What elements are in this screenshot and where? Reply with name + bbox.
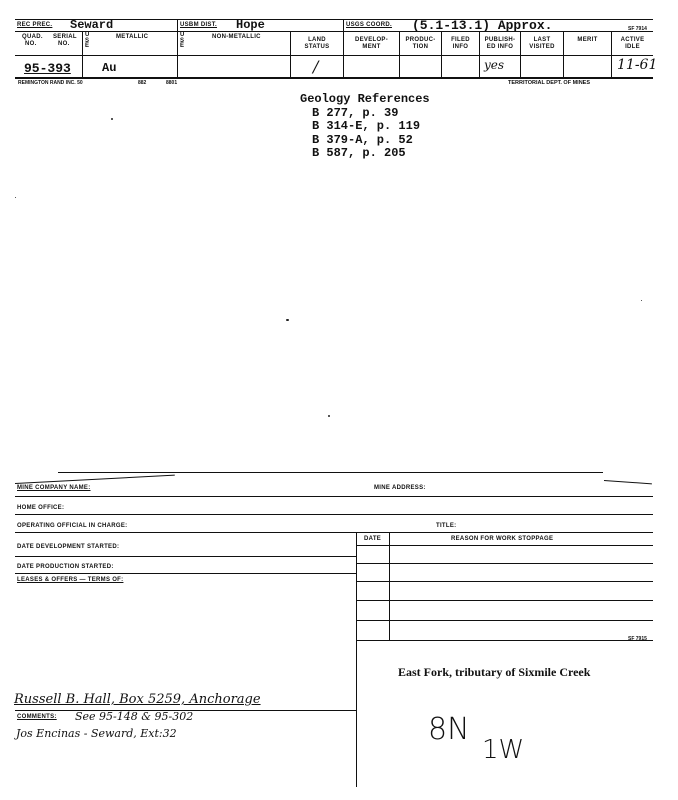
metallic-value: Au <box>102 61 117 75</box>
scan-speck <box>328 415 330 417</box>
non-metallic-label: NON-METALLIC <box>212 34 261 40</box>
references-title: Geology References <box>300 92 430 106</box>
scan-speck <box>111 118 113 120</box>
land-status-value: / <box>313 57 319 76</box>
reference-item: B 379-A, p. 52 <box>312 132 413 147</box>
date-production-label: DATE PRODUCTION STARTED: <box>17 564 114 570</box>
date-development-label: DATE DEVELOPMENT STARTED: <box>17 544 120 550</box>
reference-item: B 277, p. 39 <box>312 105 399 120</box>
table-line <box>356 581 653 582</box>
table-line <box>356 620 653 621</box>
active-idle-label: ACTIVE IDLE <box>620 37 645 50</box>
serial-value: 95-393 <box>24 61 71 76</box>
table-divider <box>356 532 357 787</box>
use-label-2: U S E <box>180 32 185 49</box>
last-visited-label: LAST VISITED <box>529 37 555 50</box>
quad-no-label: NO. <box>25 41 37 47</box>
territorial-stamp: TERRITORIAL DEPT. OF MINES <box>508 80 590 86</box>
quad-label: QUAD. <box>22 34 43 40</box>
form-code-top: SF 7914 <box>628 26 647 32</box>
note-handwriting: Jos Encinas - Seward, Ext:32 <box>16 727 177 740</box>
active-idle-value: 11-61 <box>617 57 658 73</box>
printer-stamp: REMINGTON RAND INC. 50 <box>18 80 83 86</box>
township-handwriting: 8N <box>428 712 470 747</box>
reference-item: B 587, p. 205 <box>312 146 406 160</box>
form-code-mid: SF 7915 <box>628 636 647 642</box>
col-divider <box>177 31 178 77</box>
scan-speck <box>15 197 16 198</box>
row-line <box>15 556 356 557</box>
merit-label: MERIT <box>577 37 598 43</box>
mine-address-label: MINE ADDRESS: <box>374 485 426 491</box>
owner-handwriting: Russell B. Hall, Box 5259, Anchorage <box>14 692 261 707</box>
filed-info-label: FILED INFO <box>451 37 470 50</box>
metallic-label: METALLIC <box>116 34 149 40</box>
row-line <box>15 573 356 574</box>
table-line <box>356 640 653 641</box>
reference-item: B 314-E, p. 119 <box>312 119 421 133</box>
comments-label: COMMENTS: <box>17 714 57 720</box>
table-line <box>356 600 653 601</box>
published-info-label: PUBLISH- ED INFO <box>484 37 516 50</box>
serial-no-label: NO. <box>58 41 70 47</box>
published-info-value: yes <box>484 58 505 72</box>
header-row2-line <box>15 55 653 56</box>
table-divider <box>389 532 390 640</box>
range-handwriting: 1W <box>482 735 525 765</box>
geology-references <box>300 93 430 161</box>
reason-column-label: REASON FOR WORK STOPPAGE <box>451 536 554 542</box>
row-line <box>15 514 653 515</box>
leases-label: LEASES & OFFERS — TERMS OF: <box>17 577 124 583</box>
location-text: East Fork, tributary of Sixmile Creek <box>398 665 591 679</box>
operating-official-label: OPERATING OFFICIAL IN CHARGE: <box>17 523 128 529</box>
printer-code-2: 8801 <box>166 80 178 86</box>
production-label: PRODUC- TION <box>405 37 436 50</box>
land-status-label: LAND STATUS <box>304 37 330 50</box>
comments-handwriting: See 95-148 & 95-302 <box>75 710 194 723</box>
header-divider <box>177 19 178 31</box>
top-rule-curve-left <box>15 475 175 484</box>
row-line <box>15 496 653 497</box>
scan-speck <box>641 300 642 301</box>
usbm-dist-label: USBM DIST. <box>180 22 218 28</box>
development-label: DEVELOP- MENT <box>354 37 389 50</box>
rec-prec-label: REC PREC. <box>17 22 53 28</box>
usgs-coord-value: (5.1-13.1) Approx. <box>412 18 553 33</box>
use-label: U S E <box>85 32 90 49</box>
scan-speck <box>286 319 289 321</box>
home-office-label: HOME OFFICE: <box>17 505 65 511</box>
header-divider <box>343 19 344 31</box>
top-rule-curve-right <box>604 480 652 484</box>
table-line <box>356 563 653 564</box>
date-column-label: DATE <box>364 536 382 542</box>
top-rule <box>58 472 603 473</box>
usgs-coord-label: USGS COORD. <box>346 22 392 28</box>
rec-prec-value: Seward <box>70 18 114 32</box>
serial-label: SERIAL <box>53 34 77 40</box>
title-label: TITLE: <box>436 523 457 529</box>
col-divider <box>82 31 83 77</box>
mine-company-name-label: MINE COMPANY NAME: <box>17 485 91 491</box>
header-bottom-line <box>15 77 653 79</box>
row-line <box>15 532 653 533</box>
printer-code-1: 882 <box>138 80 147 86</box>
usbm-dist-value: Hope <box>236 18 265 32</box>
table-line <box>356 545 653 546</box>
